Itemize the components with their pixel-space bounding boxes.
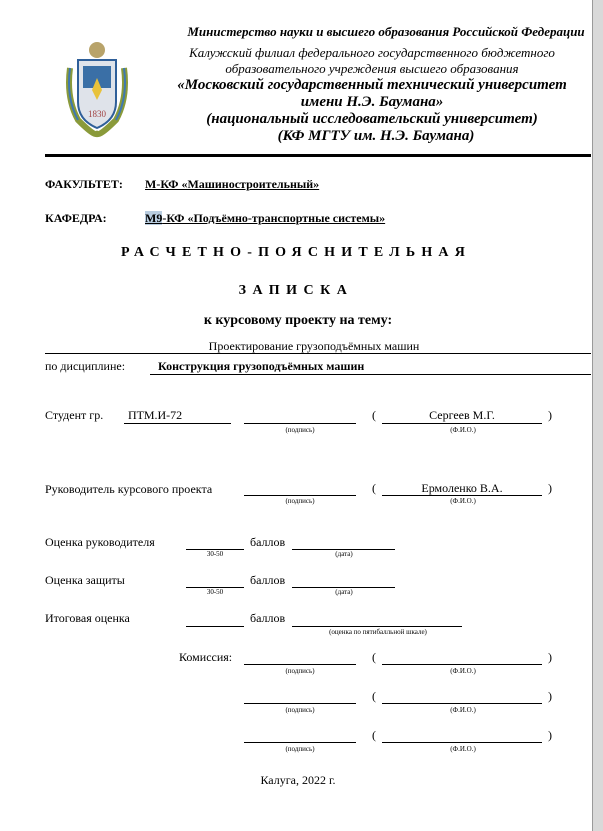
- student-name: Сергеев М.Г.: [429, 408, 495, 422]
- branch-line-1: Калужский филиал федерального государственного бюджетного: [189, 45, 555, 60]
- vertical-scrollbar[interactable]: [592, 0, 603, 831]
- supervisor-name: Ермоленко В.А.: [421, 481, 503, 495]
- paren-close: ): [548, 689, 552, 703]
- supervisor-name-caption: (Ф.И.О.): [450, 497, 476, 505]
- defense-grade-range: 30-50: [206, 588, 224, 596]
- student-signature-line: [244, 423, 356, 424]
- defense-grade-label: Оценка защиты: [45, 573, 125, 587]
- commission-name-caption: (Ф.И.О.): [450, 667, 476, 675]
- commission-signature-line-3: [244, 742, 356, 743]
- final-grade-scale-caption: (оценка по пятибалльной шкале): [329, 628, 427, 636]
- commission-signature-caption: (подпись): [285, 706, 315, 714]
- final-grade-label: Итоговая оценка: [45, 611, 130, 625]
- commission-name-line-1: [382, 664, 542, 665]
- title-line-3: к курсовому проекту на тему:: [203, 313, 393, 328]
- supervisor-grade-label: Оценка руководителя: [45, 535, 155, 549]
- supervisor-grade-range: 30-50: [206, 550, 224, 558]
- commission-signature-line-2: [244, 703, 356, 704]
- supervisor-signature-line: [244, 495, 356, 496]
- university-line-3: (национальный исследовательский университет): [206, 111, 538, 127]
- branch-line-2: образовательного учреждения высшего образования: [225, 61, 519, 76]
- group-line: [124, 423, 231, 424]
- paren-open: (: [372, 728, 376, 742]
- final-grade-line: [186, 626, 244, 627]
- commission-label: Комиссия:: [179, 650, 233, 664]
- title-line-1: РАСЧЕТНО-ПОЯСНИТЕЛЬНАЯ: [120, 245, 472, 260]
- topic-underline: [45, 353, 591, 354]
- faculty-value: М-КФ «Машиностроительный»: [145, 177, 320, 191]
- defense-grade-points: баллов: [250, 573, 286, 587]
- student-group: ПТМ.И-72: [128, 408, 183, 422]
- commission-name-caption: (Ф.И.О.): [450, 706, 476, 714]
- commission-signature-line-1: [244, 664, 356, 665]
- supervisor-grade-points: баллов: [250, 535, 286, 549]
- commission-name-line-2: [382, 703, 542, 704]
- commission-name-caption: (Ф.И.О.): [450, 745, 476, 753]
- student-label: Студент гр.: [45, 408, 104, 422]
- university-emblem: [64, 38, 130, 143]
- supervisor-grade-date-caption: (дата): [335, 550, 353, 558]
- commission-signature-caption: (подпись): [285, 745, 315, 753]
- discipline-value: Конструкция грузоподъёмных машин: [158, 359, 365, 373]
- university-line-1: «Московский государственный технический университет: [177, 77, 567, 93]
- student-name-line: [382, 423, 542, 424]
- paren-open: (: [372, 408, 376, 422]
- paren-close: ): [548, 650, 552, 664]
- department-code: М9: [145, 211, 163, 225]
- supervisor-name-line: [382, 495, 542, 496]
- discipline-label: по дисциплине:: [45, 359, 126, 373]
- faculty-label: ФАКУЛЬТЕТ:: [45, 177, 123, 191]
- department-label: КАФЕДРА:: [45, 211, 107, 225]
- university-line-2: имени Н.Э. Баумана»: [300, 94, 444, 110]
- defense-grade-date-caption: (дата): [335, 588, 353, 596]
- supervisor-signature-caption: (подпись): [285, 497, 315, 505]
- student-name-caption: (Ф.И.О.): [450, 426, 476, 434]
- final-grade-scale-line: [292, 626, 462, 627]
- student-signature-caption: (подпись): [285, 426, 315, 434]
- university-short-name: (КФ МГТУ им. Н.Э. Баумана): [277, 128, 475, 144]
- paren-open: (: [372, 650, 376, 664]
- commission-signature-caption: (подпись): [285, 667, 315, 675]
- place-year: Калуга, 2022 г.: [260, 773, 336, 787]
- header-rule: [45, 154, 591, 157]
- ministry-text: Министерство науки и высшего образования Российской Федерации: [187, 24, 585, 39]
- project-topic: Проектирование грузоподъёмных машин: [208, 339, 420, 353]
- paren-close: ): [548, 481, 552, 495]
- paren-close: ): [548, 728, 552, 742]
- department-value: [145, 211, 385, 226]
- emblem-year: 1830: [88, 109, 106, 119]
- commission-name-line-3: [382, 742, 542, 743]
- supervisor-label: Руководитель курсового проекта: [45, 482, 213, 496]
- paren-close: ): [548, 408, 552, 422]
- paren-open: (: [372, 481, 376, 495]
- final-grade-points: баллов: [250, 611, 286, 625]
- title-line-2: ЗАПИСКА: [238, 283, 354, 298]
- department-name: -КФ «Подъёмно-транспортные системы»: [162, 211, 386, 225]
- discipline-underline: [150, 374, 591, 375]
- paren-open: (: [372, 689, 376, 703]
